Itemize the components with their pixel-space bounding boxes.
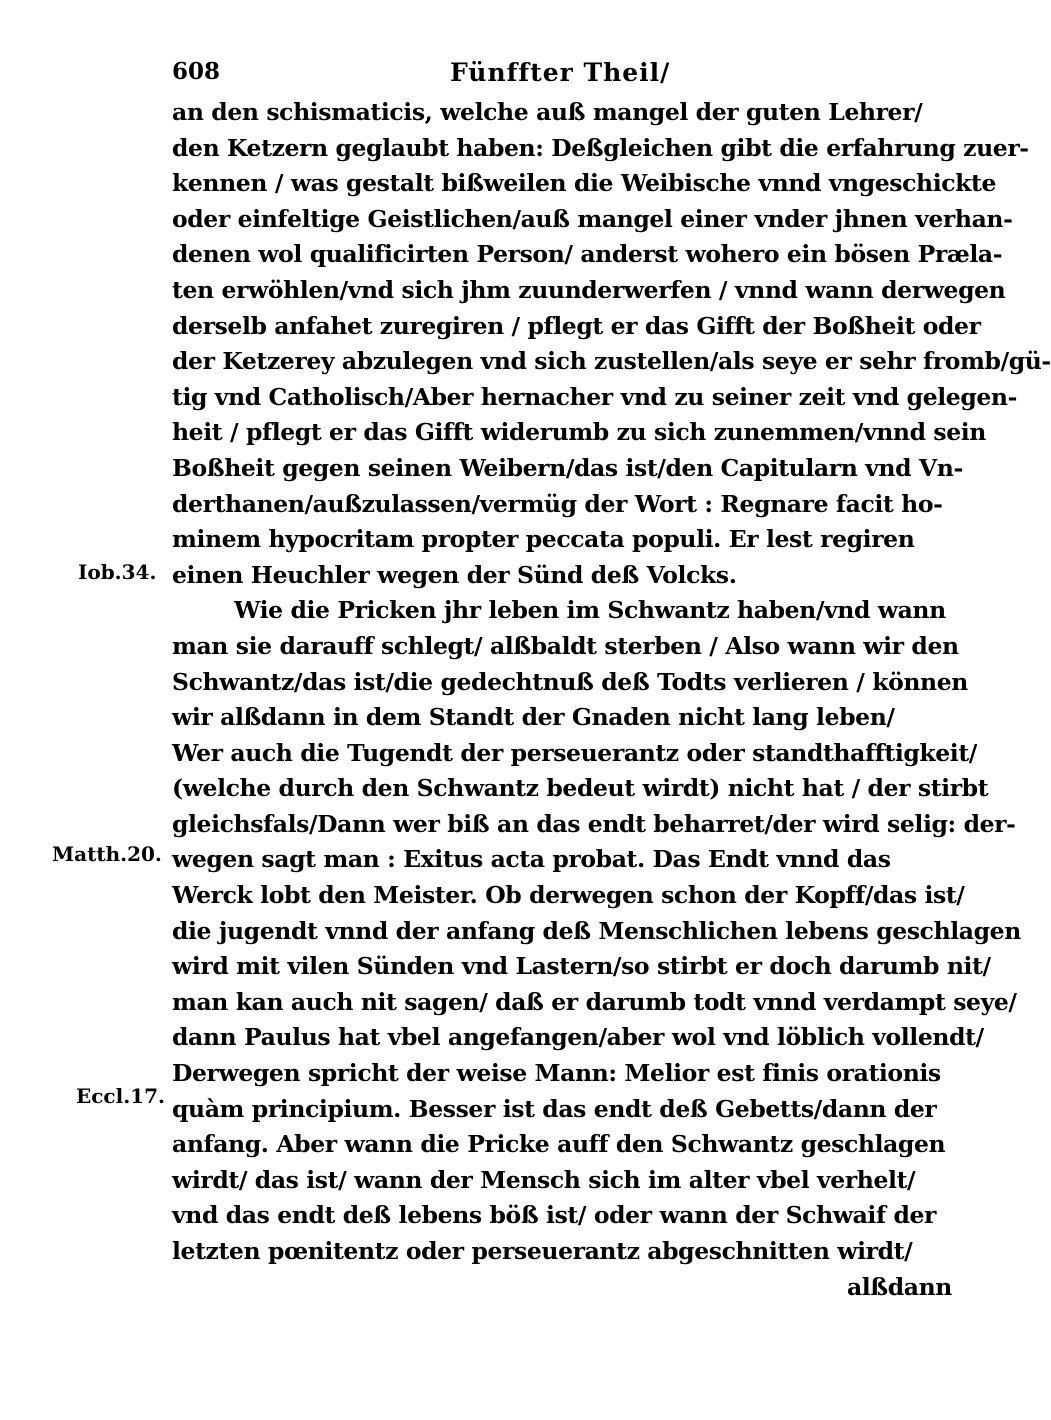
- margin-note: Matth.20.: [52, 842, 162, 866]
- text-line: heit / pflegt er das Gifft widerumb zu sich zunemmen/vnnd sein: [172, 418, 986, 447]
- text-line: Wer auch die Tugendt der perseuerantz oder standthafftigkeit/: [172, 738, 977, 767]
- text-line: denen wol qualificirten Person/ anderst wohero ein bösen Præla-: [172, 240, 1003, 269]
- text-line: (welche durch den Schwantz bedeut wirdt) nicht hat / der stirbt: [172, 774, 989, 803]
- catchword: alßdann: [846, 1272, 952, 1301]
- text-line: den Ketzern geglaubt haben: Deßgleichen gibt die erfahrung zuer-: [172, 133, 1029, 162]
- text-line: tig vnd Catholisch/Aber hernacher vnd zu seiner zeit vnd gelegen-: [172, 382, 1017, 411]
- text-line: Werck lobt den Meister. Ob derwegen schon der Kopff/das ist/: [172, 881, 965, 910]
- text-line: wirdt/ das ist/ wann der Mensch sich im alter vbel verhelt/: [172, 1165, 916, 1194]
- text-line: oder einfeltige Geistlichen/auß mangel einer vnder jhnen verhan-: [172, 204, 1013, 233]
- text-line: gleichsfals/Dann wer biß an das endt beharret/der wird selig: der-: [172, 809, 1016, 838]
- text-line: Schwantz/das ist/die gedechtnuß deß Todts verlieren / können: [172, 667, 968, 696]
- text-line: an den schismaticis, welche auß mangel der guten Lehrer/: [172, 98, 923, 126]
- text-line: der Ketzerey abzulegen vnd sich zustellen/als seye er sehr fromb/gü-: [172, 347, 1051, 376]
- main-text: [172, 95, 1051, 1305]
- page-header: [172, 58, 952, 94]
- text-line: wir alßdann in dem Standt der Gnaden nicht lang leben/: [172, 703, 895, 732]
- text-line: Derwegen spricht der weise Mann: Melior est finis orationis: [172, 1059, 941, 1088]
- text-line: kennen / was gestalt bißweilen die Weibische vnnd vngeschickte: [172, 169, 997, 198]
- running-head: Fünffter Theil/: [450, 58, 671, 87]
- text-line: derselb anfahet zuregiren / pflegt er das Gifft der Boßheit oder: [172, 311, 981, 340]
- text-line: ten erwöhlen/vnd sich jhm zuunderwerfen / vnnd wann derwegen: [172, 275, 1006, 304]
- text-line: minem hypocritam propter peccata populi. Er lest regiren: [172, 525, 915, 554]
- text-line: Boßheit gegen seinen Weibern/das ist/den Capitularn vnd Vn-: [172, 453, 963, 482]
- text-line: derthanen/außzulassen/vermüg der Wort : Regnare facit ho-: [172, 489, 943, 518]
- text-line: wegen sagt man : Exitus acta probat. Das Endt vnnd das: [172, 845, 891, 874]
- text-line: quàm principium. Besser ist das endt deß Gebetts/dann der: [172, 1094, 937, 1123]
- text-line: die jugendt vnnd der anfang deß Menschlichen lebens geschlagen: [172, 916, 1021, 945]
- text-line: man sie darauff schlegt/ alßbaldt sterben / Also wann wir den: [172, 631, 959, 660]
- text-line: man kan auch nit sagen/ daß er darumb todt vnnd verdampt seye/: [172, 987, 1017, 1016]
- margin-note: Iob.34.: [78, 560, 157, 584]
- text-line: vnd das endt deß lebens böß ist/ oder wann der Schwaif der: [172, 1201, 937, 1230]
- text-line: wird mit vilen Sünden vnd Lastern/so stirbt er doch darumb nit/: [172, 952, 991, 981]
- paragraph-start-line: Wie die Pricken jhr leben im Schwantz haben/vnd wann: [234, 596, 946, 625]
- text-line: einen Heuchler wegen der Sünd deß Volcks.: [172, 560, 737, 589]
- margin-note: Eccl.17.: [76, 1084, 165, 1108]
- page-number: 608: [172, 58, 221, 85]
- text-line: dann Paulus hat vbel angefangen/aber wol vnd löblich vollendt/: [172, 1023, 984, 1052]
- text-line: anfang. Aber wann die Pricke auff den Schwantz geschlagen: [172, 1130, 946, 1159]
- text-line: letzten pœnitentz oder perseuerantz abgeschnitten wirdt/: [172, 1237, 913, 1265]
